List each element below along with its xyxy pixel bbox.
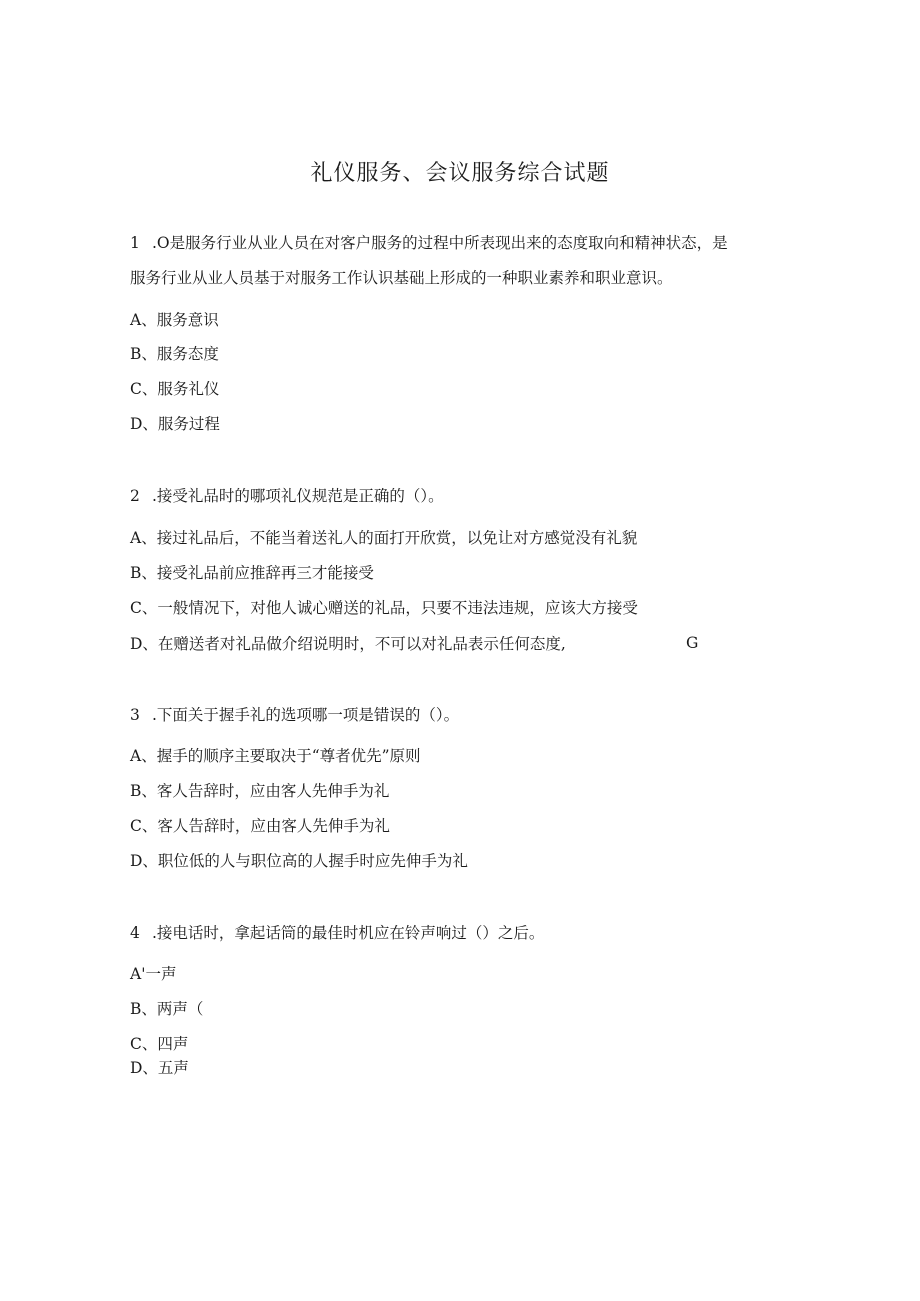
question-4-text: .接电话时，拿起话筒的最佳时机应在铃声响过（）之后。 (152, 924, 545, 942)
question-4-option-c: C、四声 (130, 1035, 189, 1053)
question-1-line-1 (130, 233, 728, 253)
question-2-option-a: A、接过礼品后，不能当着送礼人的面打开欣赏，以免让对方感觉没有礼貌 (130, 529, 638, 547)
question-1-option-d: D、服务过程 (130, 415, 220, 433)
question-1-text-2: 服务行业从业人员基于对服务工作认识基础上形成的一种职业素养和职业意识。 (130, 269, 673, 287)
question-2-option-d: D、在赠送者对礼品做介绍说明时，不可以对礼品表示任何态度, (130, 635, 566, 653)
question-3-text: .下面关于握手礼的选项哪一项是错误的（）。 (152, 706, 460, 724)
question-1-option-a: A、服务意识 (130, 311, 219, 329)
question-4-line-1 (130, 923, 544, 943)
question-3-option-a: A、握手的顺序主要取决于“尊者优先”原则 (130, 747, 421, 765)
question-3-option-d: D、职位低的人与职位高的人握手时应先伸手为礼 (130, 852, 468, 870)
question-3-number: 3 (130, 706, 140, 724)
stray-mark: G (686, 634, 699, 652)
question-3-option-b: B、客人告辞时，应由客人先伸手为礼 (130, 782, 390, 800)
question-3-option-c: C、客人告辞时，应由客人先伸手为礼 (130, 817, 390, 835)
question-3-line-1 (130, 705, 459, 725)
question-4-number: 4 (130, 924, 140, 942)
question-1-option-c: C、服务礼仪 (130, 380, 220, 398)
question-1-text-1: .O是服务行业从业人员在对客户服务的过程中所表现出来的态度取向和精神状态，是 (152, 234, 728, 252)
question-2-line-1 (130, 486, 444, 506)
question-2-option-c: C、一般情况下，对他人诚心赠送的礼品，只要不违法违规，应该大方接受 (130, 599, 638, 617)
question-2-option-b: B、接受礼品前应推辞再三才能接受 (130, 564, 374, 582)
question-4-option-b: B、两声（ (130, 1000, 204, 1018)
question-2-text: .接受礼品时的哪项礼仪规范是正确的（）。 (152, 487, 444, 505)
question-1-option-b: B、服务态度 (130, 345, 219, 363)
question-1-number: 1 (130, 234, 140, 252)
document-title: 礼仪服务、会议服务综合试题 (310, 161, 610, 186)
question-4-option-a: A'一声 (130, 965, 177, 983)
question-4-option-d: D、五声 (130, 1059, 189, 1077)
question-2-number: 2 (130, 487, 140, 505)
